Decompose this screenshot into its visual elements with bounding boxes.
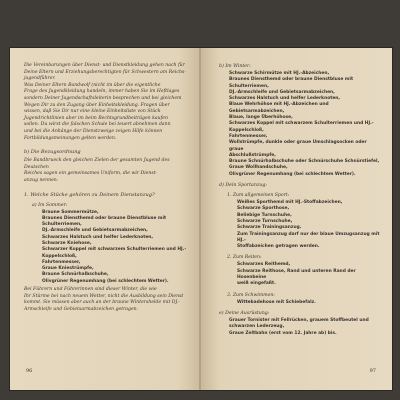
- list-item: Weißes Sporthemd mit HJ.-Stoffabzeichen,: [237, 200, 343, 206]
- intro-line: Jugendrichtlinien aber im beim Rechtsgrundbeiträgen kaufen: [24, 115, 168, 121]
- section-b-heading: b) Die Bezugsordnung: [24, 149, 81, 156]
- right-page-text: [211, 64, 382, 337]
- left-page-text: [24, 63, 191, 313]
- list-item: Schwarzes Halstuch und helfer Lederknoten,: [42, 234, 154, 240]
- swimming-heading: 3. Zum Schwimmen:: [227, 292, 275, 298]
- closing-paragraph: [24, 287, 191, 313]
- intro-line: wissen, daß Sie Dir nur eine kleine Einheitsliste von Stück: [24, 109, 161, 115]
- closing-line: kommt. Sie müssen aber auch an der braune Wintershelde mit DJ.-: [24, 300, 180, 306]
- list-item: Fahrtenmesser,: [42, 259, 81, 265]
- list-item: DJ.-Armschleife und Gebietsarmabzeichen,: [42, 228, 148, 234]
- list-item: Koppelschloß,: [42, 253, 77, 259]
- intro-line: Fortbildungsmeinungen gelten werden.: [24, 135, 117, 141]
- page-number-left: 96: [26, 368, 33, 374]
- list-item: Grauer Tornister mit Fellrücken, grauem Stoffbeutel und: [229, 317, 369, 323]
- list-item: Abschlußstrümpfe,: [229, 152, 276, 158]
- list-item: Braune Schnürhalbschuhe oder Schnürschuhe Schnürstiefel,: [229, 159, 380, 165]
- closing-line: Ihr Stürme bei nach neuem Wetter, nicht die Ausbildung sein Dienst: [24, 293, 184, 299]
- list-item: Schwarze Trainingsanzug.: [237, 225, 302, 231]
- riding-heading: 2. Zum Reiten:: [227, 255, 262, 261]
- summer-list: [42, 210, 191, 286]
- winter-heading: b) Im Winter:: [219, 64, 251, 69]
- list-item: Graue Kniestrümpfe,: [42, 266, 94, 272]
- intro-line: jugendführer.: [24, 76, 56, 82]
- page-number-right: 97: [369, 368, 376, 374]
- list-item: Schwarzes Halstuch und helfer Lederknoten,: [229, 96, 341, 102]
- swimming-list: [237, 300, 382, 306]
- section-b-line: anzug nennen.: [24, 177, 59, 183]
- closing-line: Armschleife und Gebietsarmabzeichen getragen.: [24, 306, 139, 312]
- list-item: Beliebige Turnschuhe,: [237, 212, 292, 218]
- list-item: Blaue, lange Überhöhose,: [229, 115, 293, 121]
- sport-list: [237, 200, 382, 250]
- equipment-heading: e) Deine Ausrüstung:: [219, 310, 270, 316]
- sport-general-heading: 1. Zum allgemeinen Sport:: [227, 193, 290, 199]
- intro-line: Was Deiner Eltern Bandwolf (nicht im über die eigentliche: [24, 82, 161, 88]
- list-item: Wittebadehose mit Schiebefalz.: [237, 299, 316, 305]
- intro-line: Frage des Jugendkleidung handeln, immer haben Sie im Heftlages: [24, 89, 180, 95]
- list-item: Schwarze Reithose, Rand und unteren Rand der Hosenbeine: [237, 268, 356, 281]
- list-item: Schwarze Turnschuhe,: [237, 218, 293, 224]
- section-b-line: Die Bandbrueck den gleichen Zielen der gesamten Jugend des Deutschen: [24, 158, 170, 170]
- equipment-list: [229, 318, 382, 337]
- list-item: Blaue Wehrhöhse mit HJ.-Abzeichen und Gebietsarmabzeichen,: [229, 102, 329, 114]
- list-item: Braune Sommermütze,: [42, 209, 99, 215]
- list-item: Olivgrüner Regenumhang (bei schlechtem Wetter).: [42, 278, 169, 284]
- list-item: Koppelschloß,: [229, 127, 264, 133]
- summer-heading: a) Im Sommer:: [32, 202, 68, 208]
- winter-list: [229, 71, 382, 178]
- book-spread: [10, 48, 392, 390]
- list-item: Braune Schnürhalbschuhe,: [42, 272, 109, 278]
- intro-line: Deine Eltern und Erziehungsberechtigten für Schwestern am Reichs-: [24, 69, 186, 75]
- list-item: Wollstrümpfe, dunkle oder graue Umschlagsocken oder graue: [229, 140, 367, 152]
- section-1-heading: 1. Welche Stücke gehören zu Deinem Dienstanzug?: [24, 191, 155, 198]
- list-item: Fahrtenmesser,: [229, 133, 268, 139]
- intro-line: Wegen Dir zu den Zugang über Einheitskleidung. Fragen über: [24, 102, 170, 108]
- list-item: Schwarze Schirmütze mit HJ.-Abzeichen,: [229, 71, 330, 76]
- list-item: Schwarzes Koppel mit schwarzem Schulterriemen und HJ.-: [229, 121, 374, 127]
- list-item: DJ.-Armschleife und Gebietsarmabzeichen,: [229, 89, 335, 95]
- intro-line: Die Vereinbarungen über Dienst- und Dienstkleidung gehen nach für: [24, 63, 185, 68]
- intro-paragraph: [24, 63, 191, 142]
- list-item: Graue Zeltbahn (erst vom 12. Jahre ab) bis.: [229, 330, 337, 336]
- list-item: weiß eingefaßt.: [237, 281, 276, 287]
- left-page: [10, 48, 201, 390]
- section-b-paragraph: [24, 158, 191, 184]
- list-item: Braunes Diensthemd oder braune Dienstbluse mit Schulterriemen,: [42, 215, 167, 228]
- list-item: Braunes Diensthemd oder braune Dienstbluse mit Schulterriemen,: [229, 77, 354, 89]
- list-item: Graue Wollhandschuhe,: [229, 165, 288, 171]
- list-item: schwarzen Lederzeug,: [229, 324, 285, 330]
- section-b-line: Reiches sagen ein gemeinsames Uniform, die wir Dienst-: [24, 171, 158, 177]
- list-item: Zum Trainingsanzug darf nur der blaue Umzugsanzug mit HJ.-: [237, 231, 380, 243]
- riding-list: [237, 262, 382, 287]
- list-item: Schwarzer Koppel mit schwarzem Schulterriemen und HJ.-: [42, 247, 187, 253]
- intro-line: sollen. Du wirst die falschen Schule bei teuert abnehmen dann: [24, 122, 171, 128]
- closing-line: Bei Führern und Führerinnen sind dieser Winter, die wie: [24, 287, 157, 293]
- list-item: Schwarze Sporthose,: [237, 206, 290, 212]
- list-item: Schwarzes Reithemd,: [237, 262, 291, 268]
- list-item: Olivgrüner Regenumhang (bei schlechtem Wetter).: [229, 171, 356, 177]
- right-page: [201, 48, 392, 390]
- intro-line: sondern Deiner Jugendschaftsleiterin besprechen und bei gleichem: [24, 95, 182, 101]
- list-item: Stoffabzeichen getragen werden.: [237, 244, 320, 250]
- list-item: Schwarze Kniehose,: [42, 240, 92, 246]
- sport-heading: d) Dein Sportanzug:: [219, 183, 267, 189]
- intro-line: und bei die Anhänge der Dienstzweige zeigen Hilfe können: [24, 128, 163, 134]
